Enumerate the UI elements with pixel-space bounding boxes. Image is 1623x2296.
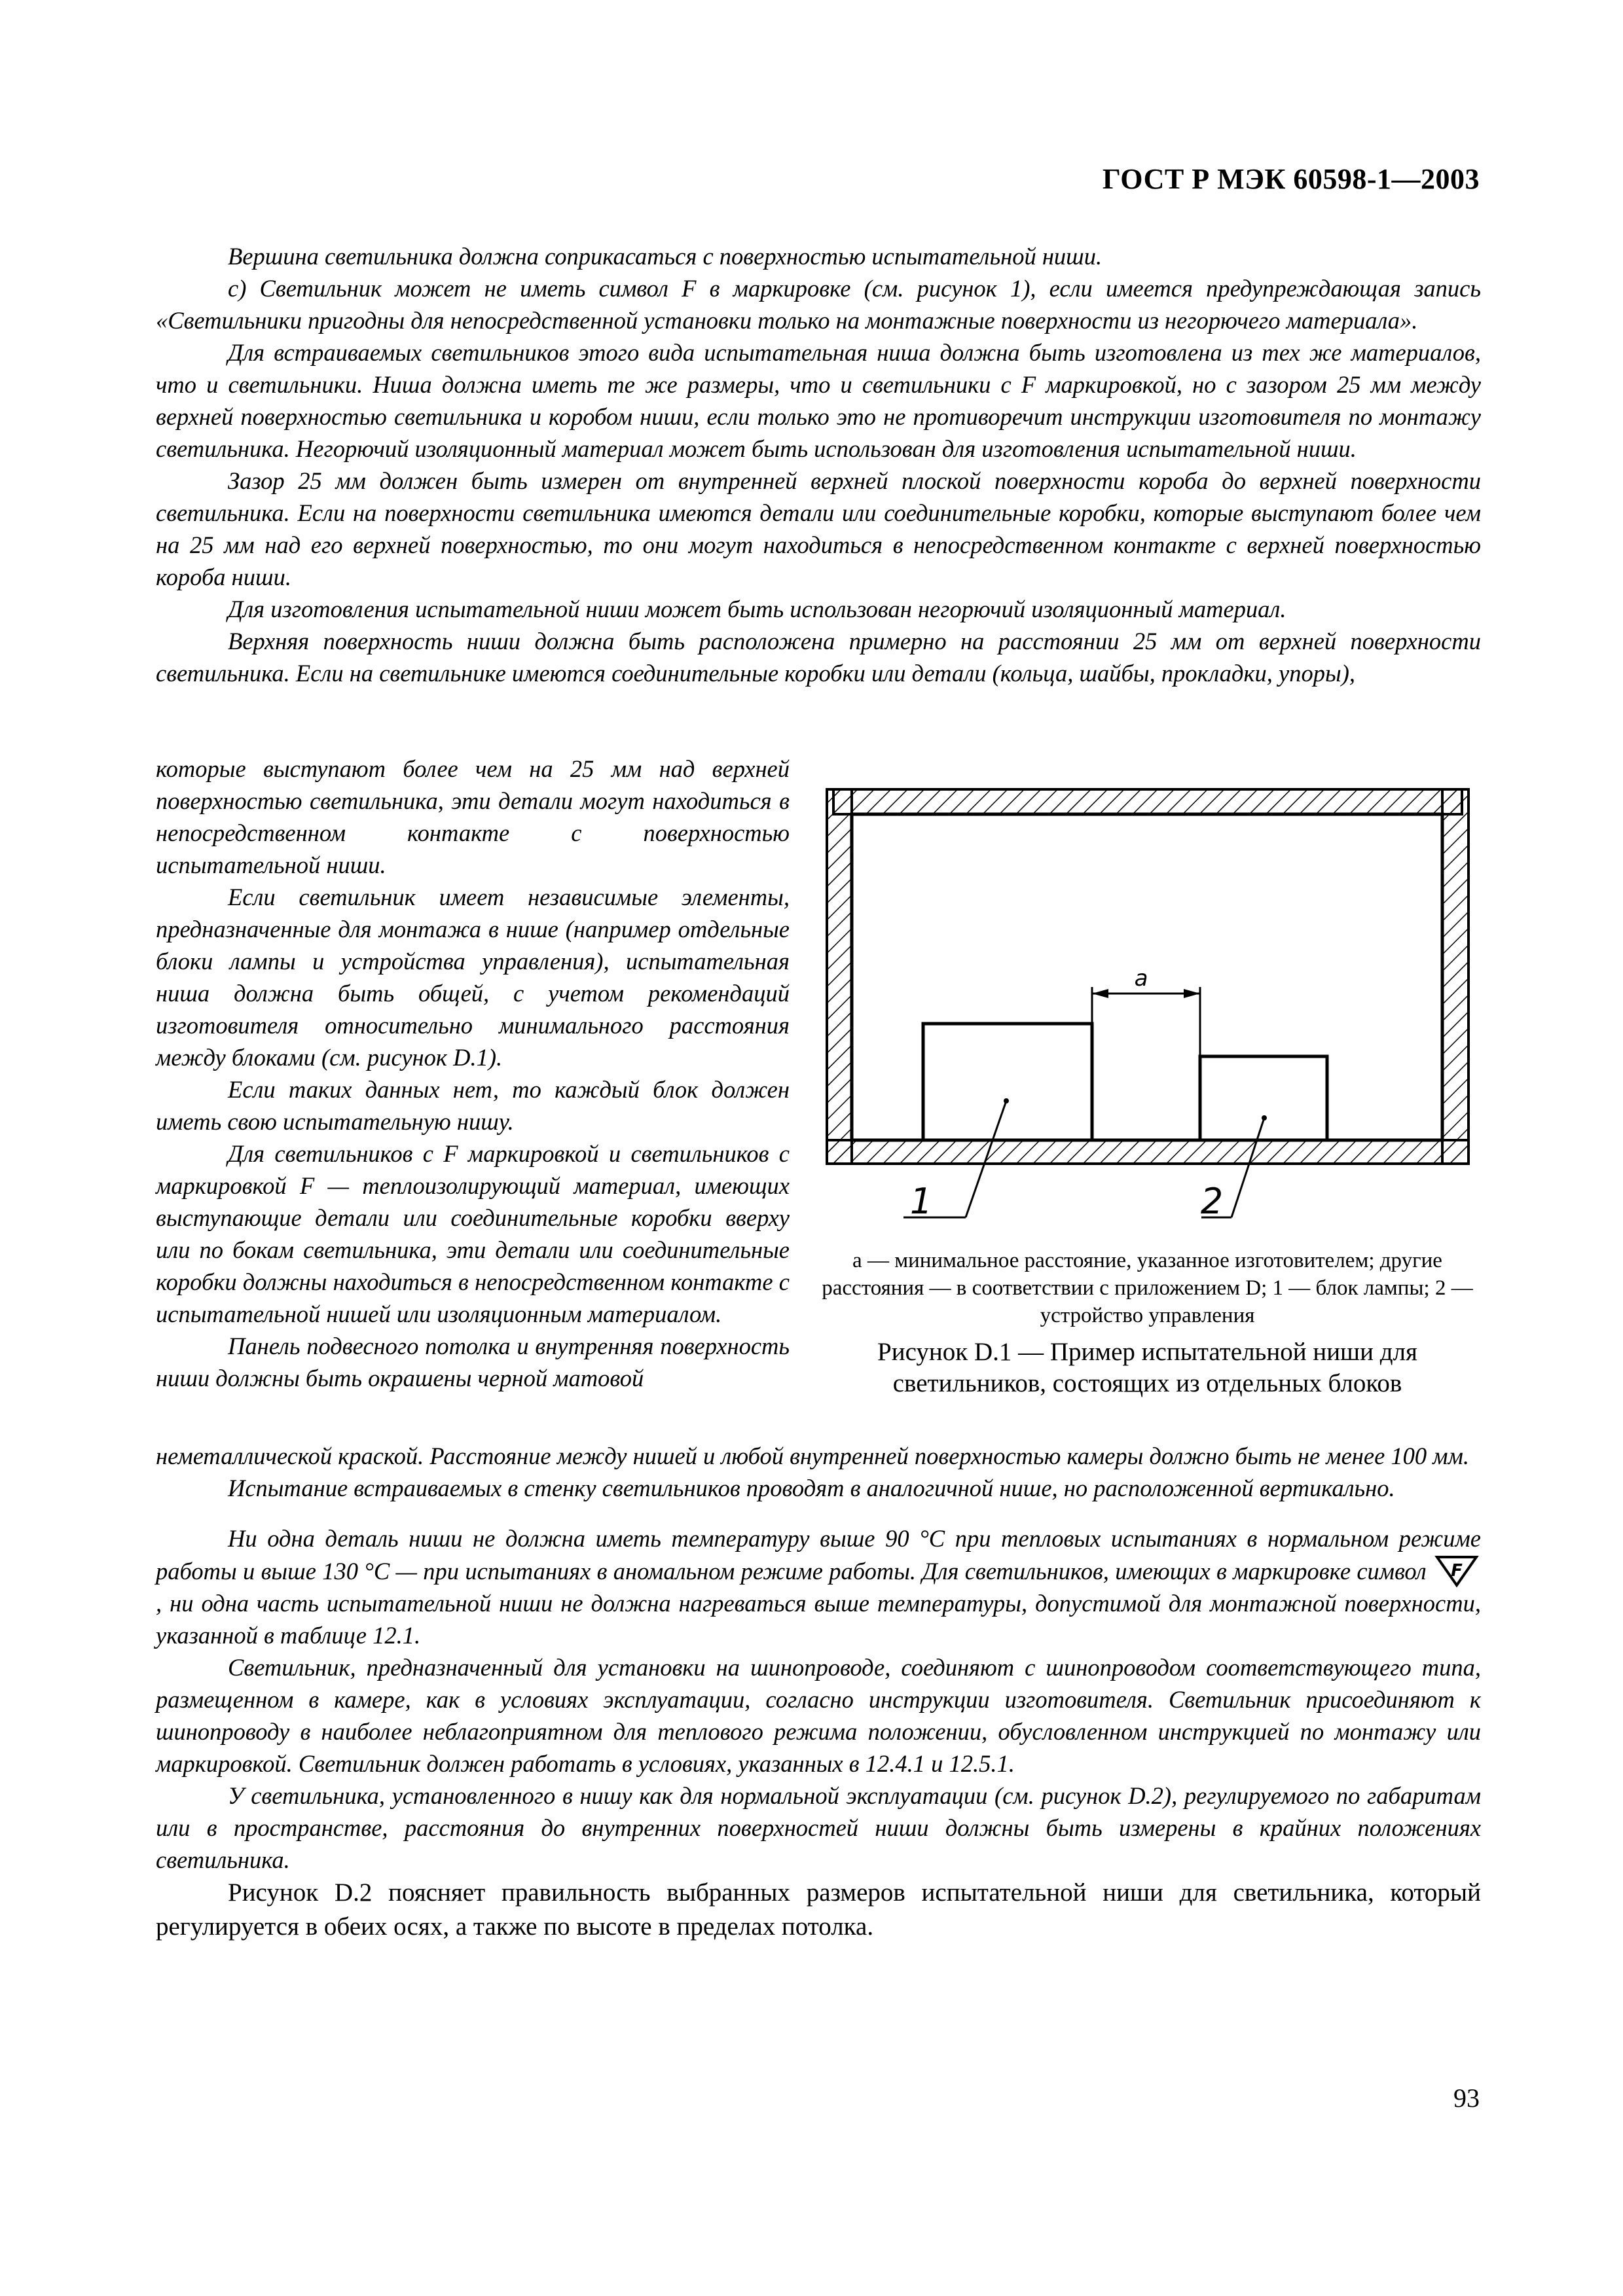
- page-number: 93: [1453, 2083, 1480, 2113]
- niche-right-wall: [1442, 789, 1468, 1164]
- paragraph: Для встраиваемых светильников этого вида испытательная ниша должна быть изготовлена из тех же материалов, что и светильники. Ниша должна иметь те же размеры, что и светильники с F маркировкой, но с зазором 25 мм между верхней поверхностью светильника и коробом ниши, если только это не противоречит инструкции изготовителя по монтажу светильника. Негорючий изоляционный материал может быть использован для изготовления испытательной ниши.: [156, 339, 1481, 462]
- paragraph: Вершина светильника должна соприкасаться с поверхностью испытательной ниши.: [228, 243, 1103, 270]
- paragraph: Верхняя поверхность ниши должна быть расположена примерно на расстоянии 25 мм от верхней поверхности светильника. Если на светильнике имеются соединительные коробки или детали (кольца, шайбы, прокладки, упоры),: [156, 628, 1481, 687]
- dimension-label-a: a: [1134, 965, 1148, 992]
- figure-title: Рисунок D.1 — Пример испытательной ниши для светильников, состоящих из отдельных блоков: [877, 1338, 1417, 1397]
- bottom-text-block: [156, 1440, 1481, 1944]
- standard-header: ГОСТ Р МЭК 60598-1—2003: [1102, 163, 1480, 195]
- paragraph: Для изготовления испытательной ниши может быть использован негорючий изоляционный материал.: [228, 596, 1286, 622]
- paragraph-text: Ни одна деталь ниши не должна иметь температуру выше 90 °С при тепловых испытаниях в нормальном режиме работы и выше 130 °С — при испытаниях в аномальном режиме работы. Для светильников, имеющих в маркировке символ: [156, 1525, 1481, 1585]
- paragraph: Для светильников с F маркировкой и светильников с маркировкой F — теплоизолирующий материал, имеющих выступающие детали или соединительные коробки вверху или по бокам светильника, эти детали или соединительные коробки должны находиться в непосредственном контакте с испытательной нишей или изоляционным материалом.: [156, 1140, 790, 1327]
- paragraph: неметаллической краской. Расстояние между нишей и любой внутренней поверхностью камеры должно быть не менее 100 мм.: [156, 1443, 1469, 1469]
- paragraph: Если светильник имеет независимые элементы, предназначенные для монтажа в нише (например отдельные блоки лампы и устройства управления), испытательная ниша должна быть общей, с учетом рекомендаций изготовителя относительно минимального расстояния между блоками (см. рисунок D.1).: [156, 884, 790, 1071]
- paragraph: Панель подвесного потолка и внутренняя поверхность ниши должны быть окрашены черной матовой: [156, 1333, 790, 1391]
- paragraph: которые выступают более чем на 25 мм над верхней поверхностью светильника, эти детали могут находиться в непосредственном контакте с поверхностью испытательной ниши.: [156, 755, 790, 878]
- f-marking-symbol-icon: [1435, 1554, 1478, 1587]
- niche-top-wall: [833, 789, 1462, 814]
- symbol-letter: F: [1451, 1561, 1463, 1581]
- lamp-block: [923, 1024, 1092, 1140]
- paragraph: [156, 1522, 1481, 1651]
- top-text-block: [156, 240, 1481, 689]
- paragraph: Если таких данных нет, то каждый блок должен иметь свою испытательную нишу.: [156, 1076, 790, 1135]
- niche-left-wall: [827, 789, 852, 1164]
- figure-d1-niche-diagram: [809, 771, 1486, 1222]
- paragraph: Зазор 25 мм должен быть измерен от внутренней верхней плоской поверхности короба до верхней поверхности светильника. Если на поверхности светильника имеются детали или соединительные коробки, которые выступают более чем на 25 мм над его верхней поверхностью, то они могут находиться в непосредственном контакте с верхней поверхностью короба ниши.: [156, 467, 1481, 590]
- callout-label-1: 1: [909, 1181, 933, 1222]
- paragraph: Рисунок D.2 поясняет правильность выбранных размеров испытательной ниши для светильника, который регулируется в обеих осях, а также по высоте в пределах потолка.: [156, 1878, 1481, 1941]
- niche-floor: [827, 1140, 1468, 1164]
- paragraph: Светильник, предназначенный для установки на шинопроводе, соединяют с шинопроводом соответствующего типа, размещенном в камере, как в условиях эксплуатации, согласно инструкции изготовителя. Светильник присоединяют к шинопроводу в наиболее неблагоприятном для теплового режима положении, обусловленном инструкцией по монтажу или маркировкой. Светильник должен работать в условиях, указанных в 12.4.1 и 12.5.1.: [156, 1654, 1481, 1777]
- control-gear-block: [1200, 1056, 1327, 1140]
- paragraph: Испытание встраиваемых в стенку светильников проводят в аналогичной нише, но расположенной вертикально.: [228, 1475, 1395, 1501]
- paragraph-text: , ни одна часть испытательной ниши не должна нагреваться выше температуры, допустимой для монтажной поверхности, указанной в таблице 12.1.: [156, 1590, 1481, 1649]
- paragraph: c) Светильник может не иметь символ F в маркировке (см. рисунок 1), если имеется предупреждающая запись «Светильники пригодны для непосредственной установки только на монтажные поверхности из негорючего материала».: [156, 275, 1481, 334]
- left-column-text: [156, 753, 790, 1394]
- figure-caption: а — минимальное расстояние, указанное изготовителем; другие расстояния — в соответствии с приложением D; 1 — блок лампы; 2 — устройство управления: [822, 1249, 1473, 1327]
- callout-label-2: 2: [1200, 1181, 1224, 1222]
- paragraph: У светильника, установленного в нишу как для нормальной эксплуатации (см. рисунок D.2), регулируемого по габаритам или в пространстве, расстояния до внутренних поверхностей ниши должны быть измерены в крайних положениях светильника.: [156, 1782, 1481, 1873]
